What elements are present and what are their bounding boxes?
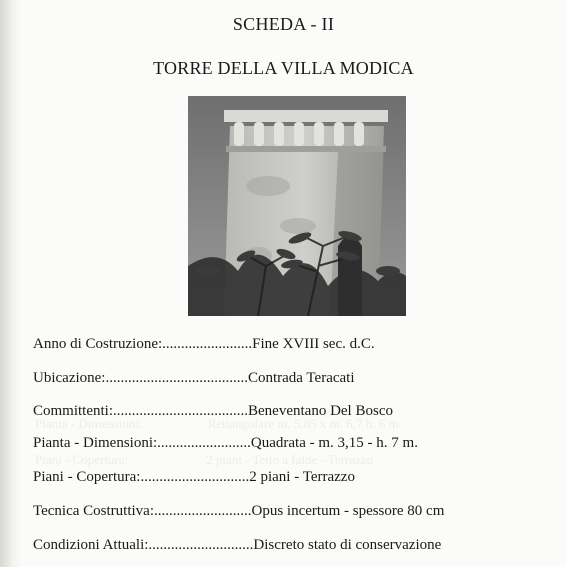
detail-value: Contrada Teracati <box>247 370 355 386</box>
detail-label: Tecnica Costruttiva: <box>33 503 154 519</box>
detail-label: Anno di Costruzione: <box>33 336 163 352</box>
sheet-title: SCHEDA - II <box>232 14 335 34</box>
detail-value: Beneventano Del Bosco <box>248 403 393 419</box>
page-gutter-shadow <box>0 0 22 567</box>
tower-photo-illustration <box>188 96 406 316</box>
detail-row-current-condition <box>33 536 563 554</box>
detail-label: Ubicazione: <box>33 370 106 386</box>
tower-photo <box>188 96 406 316</box>
detail-label: Pianta - Dimensioni: <box>33 435 158 451</box>
detail-row-construction-year <box>33 335 563 353</box>
detail-value: Fine XVIII sec. d.C. <box>252 336 375 352</box>
detail-dots: .......................... <box>154 503 252 519</box>
detail-label: Committenti: <box>33 403 114 419</box>
detail-dots: .................................... <box>113 403 249 419</box>
detail-value: 2 piani - Terrazzo <box>249 469 355 485</box>
detail-dots: ...................................... <box>105 370 248 386</box>
detail-dots: ......................... <box>157 435 251 451</box>
detail-dots: ............................ <box>148 537 254 553</box>
detail-row-commissioners <box>33 402 563 420</box>
tower-title: TORRE DELLA VILLA MODICA <box>153 58 414 78</box>
detail-value: Quadrata - m. 3,15 - h. 7 m. <box>250 435 418 451</box>
detail-row-plan-dimensions <box>33 434 563 452</box>
detail-label: Condizioni Attuali: <box>33 537 149 553</box>
detail-row-location <box>33 369 563 387</box>
detail-dots: ............................. <box>140 469 250 485</box>
detail-row-floors-roof <box>33 468 563 486</box>
show-through-text: Pianta - Dimensioni: Rettangolare m. 5,85 x m. 6,7 h. 6 m. <box>35 416 402 431</box>
detail-value: Discreto stato di conservazione <box>253 537 442 553</box>
show-through-text: Piani - Copertura: 2 piani - Tetto a falde - Terrazzo <box>35 452 374 467</box>
detail-label: Piani - Copertura: <box>33 469 141 485</box>
detail-value: Opus incertum - spessore 80 cm <box>251 503 445 519</box>
detail-dots: ........................ <box>162 336 253 352</box>
detail-row-construction-technique <box>33 502 563 520</box>
